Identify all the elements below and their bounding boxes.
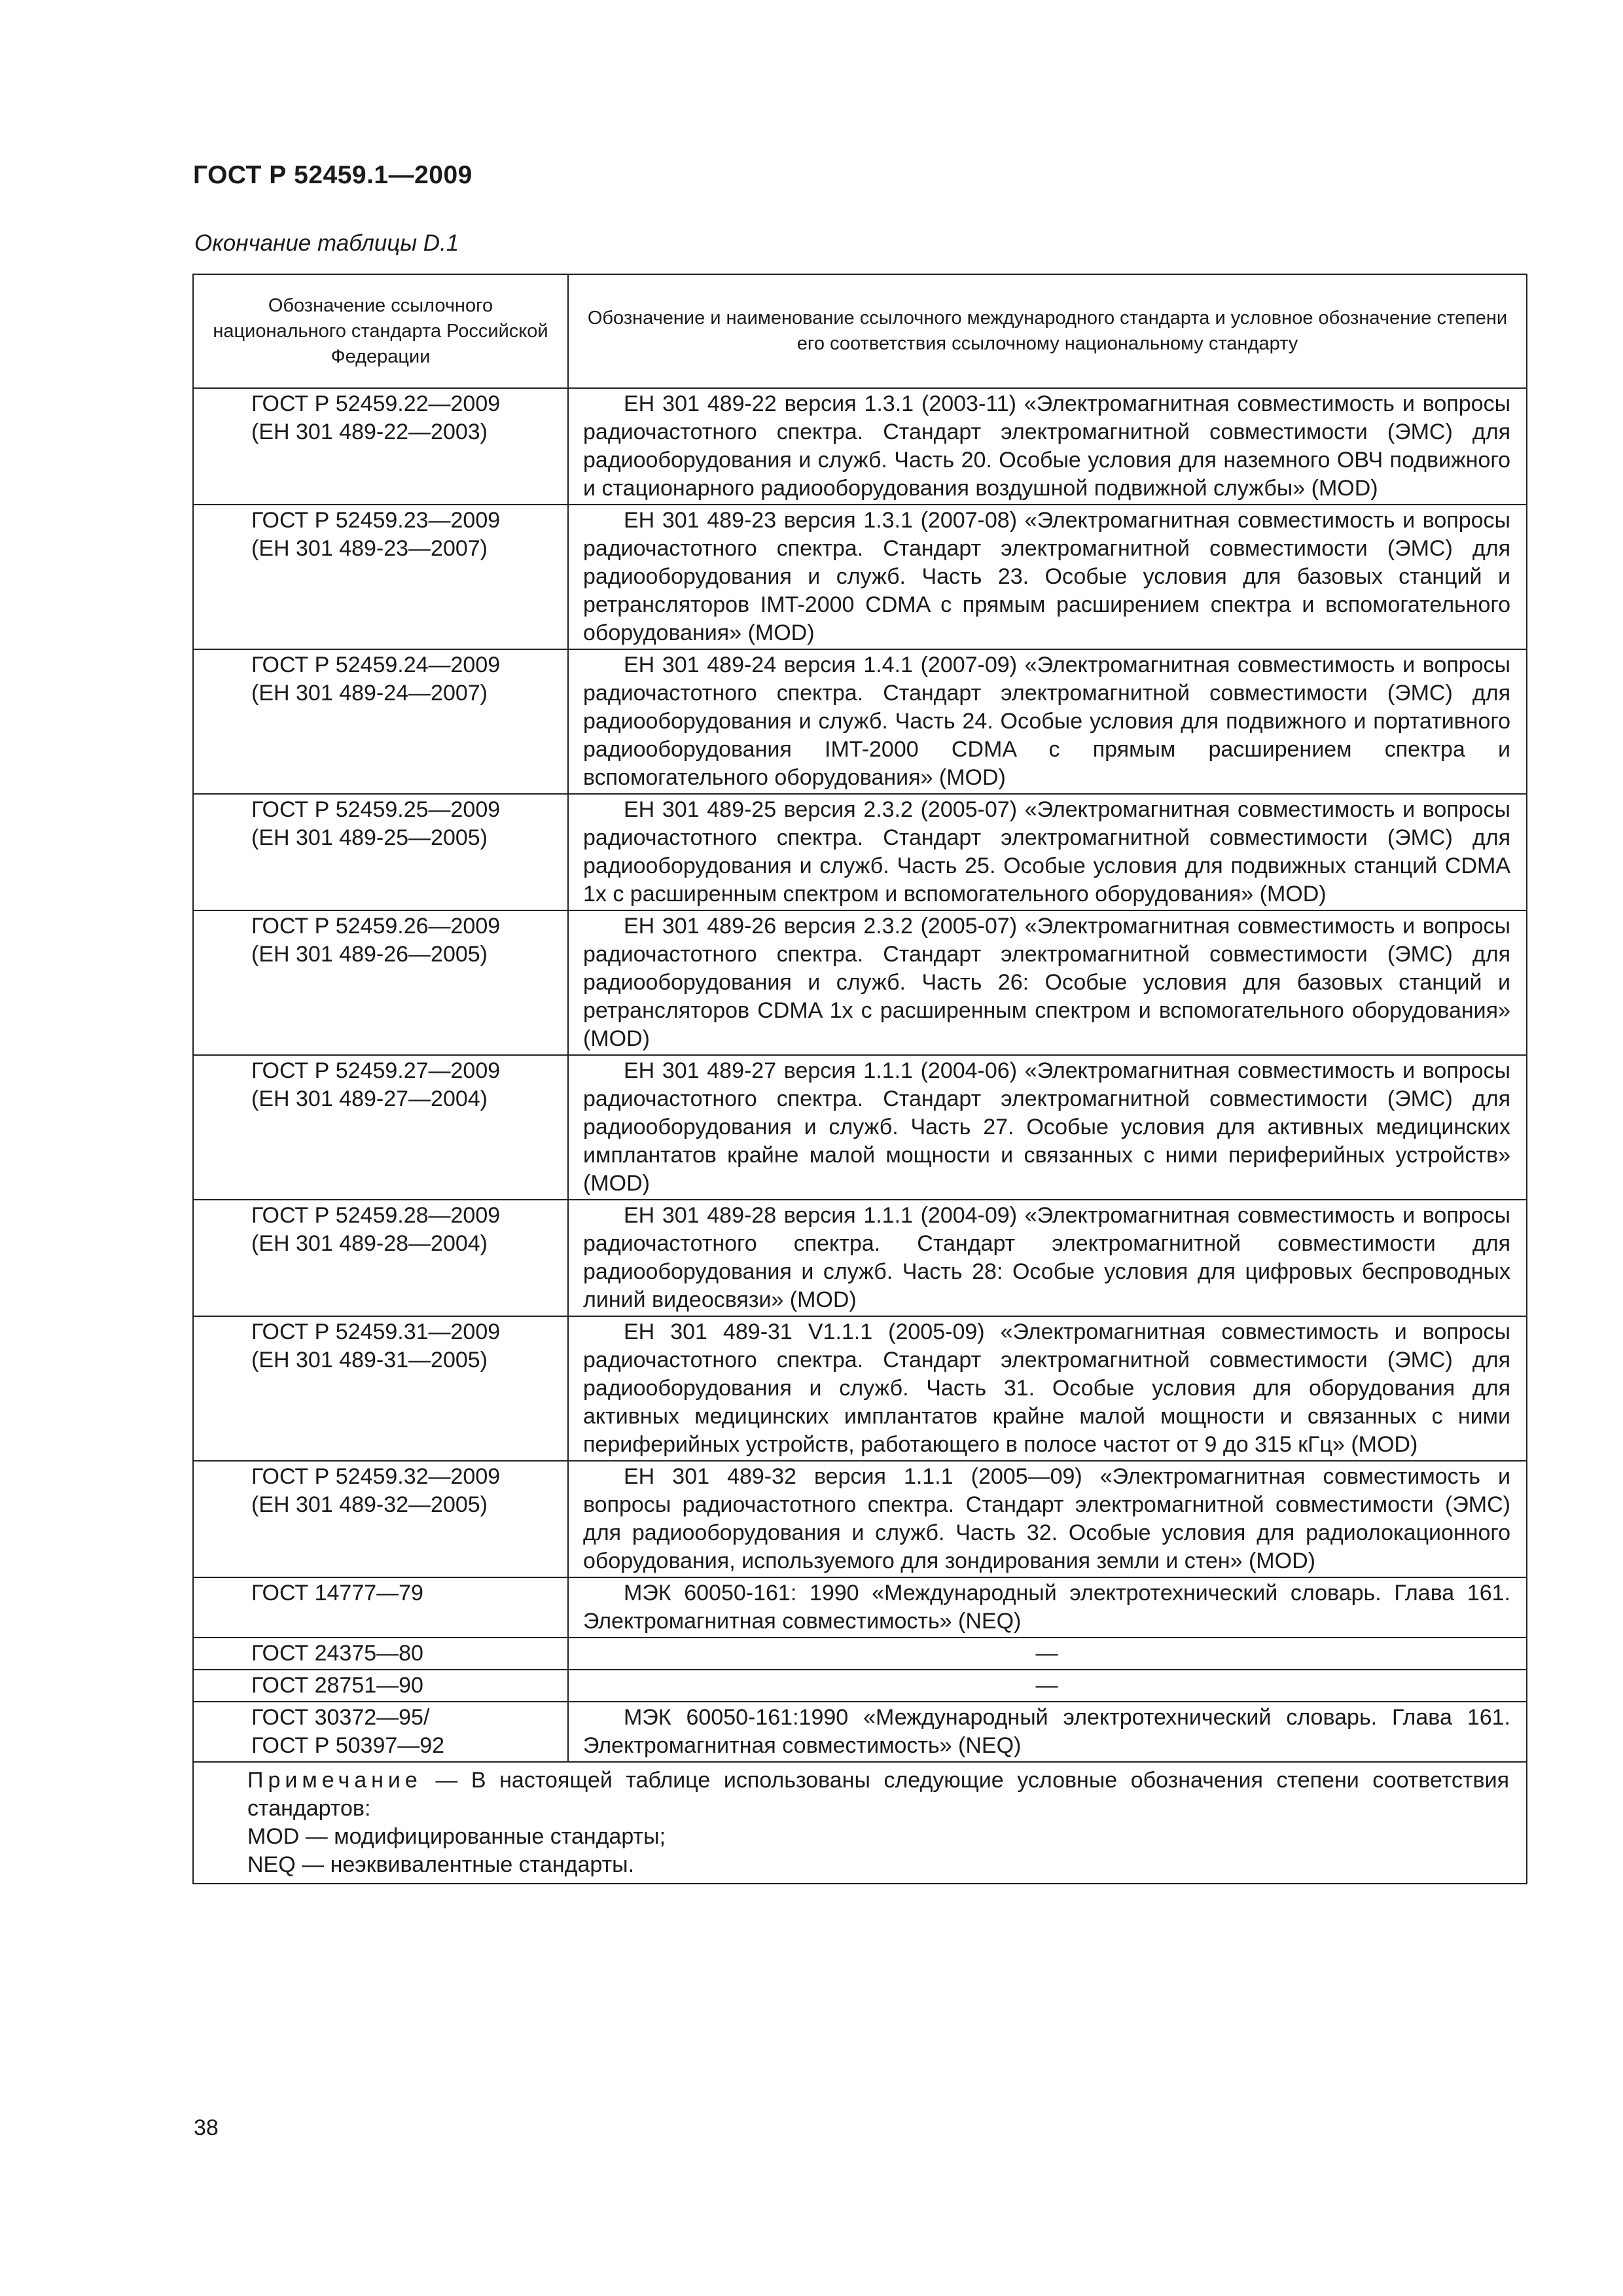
national-standard-cell (193, 1638, 568, 1670)
table-row (193, 1577, 1527, 1638)
table-note (193, 1762, 1527, 1884)
national-standard-code: ГОСТ Р 52459.32—2009 (251, 1464, 501, 1489)
table-row (193, 794, 1527, 910)
table-row (193, 388, 1527, 505)
national-standard-cell (193, 1316, 568, 1461)
table-caption: Окончание таблицы D.1 (194, 230, 459, 256)
table-row (193, 1461, 1527, 1577)
national-standard-equivalent: (ЕН 301 489-25—2005) (251, 825, 488, 850)
international-standard-cell: ЕН 301 489-22 версия 1.3.1 (2003-11) «Электромагнитная совместимость и вопросы радиочастотного спектра. Стандарт электромагнитной совместимости (ЭМС) для радиооборудования и служб. Часть 20. Особые условия для наземного ОВЧ подвижного и стационарного радиооборудования воздушной подвижной службы» (MOD) (568, 388, 1527, 505)
national-standard-code: ГОСТ Р 52459.31—2009 (251, 1319, 501, 1344)
national-standard-cell (193, 794, 568, 910)
note-text: — В настоящей таблице использованы следующие условные обозначения степени соответствия стандартов: (247, 1768, 1509, 1821)
table-row (193, 1055, 1527, 1200)
international-standard-cell: — (568, 1638, 1527, 1670)
table-row (193, 1638, 1527, 1670)
international-standard-cell: ЕН 301 489-23 версия 1.3.1 (2007-08) «Электромагнитная совместимость и вопросы радиочастотного спектра. Стандарт электромагнитной совместимости (ЭМС) для радиооборудования и служб. Часть 23. Особые условия для базовых станций и ретрансляторов IMT-2000 CDMA с прямым расширением спектра и вспомогательного оборудования» (MOD) (568, 505, 1527, 649)
table-row (193, 1316, 1527, 1461)
table-note-row (193, 1762, 1527, 1884)
national-standard-equivalent: ГОСТ Р 50397—92 (251, 1733, 445, 1758)
table-row (193, 505, 1527, 649)
international-standard-cell: ЕН 301 489-25 версия 2.3.2 (2005-07) «Электромагнитная совместимость и вопросы радиочастотного спектра. Стандарт электромагнитной совместимости (ЭМС) для радиооборудования и служб. Часть 25. Особые условия для подвижных станций CDMA 1x с расширенным спектром и вспомогательного оборудования» (MOD) (568, 794, 1527, 910)
national-standard-code: ГОСТ Р 52459.25—2009 (251, 797, 501, 822)
note-mod-line: MOD — модифицированные стандарты; (247, 1824, 666, 1849)
national-standard-code: ГОСТ Р 52459.24—2009 (251, 653, 501, 677)
national-standard-equivalent: (ЕН 301 489-23—2007) (251, 536, 488, 561)
national-standard-cell (193, 1461, 568, 1577)
national-standard-code: ГОСТ Р 52459.26—2009 (251, 914, 501, 939)
national-standard-code: ГОСТ Р 52459.28—2009 (251, 1203, 501, 1228)
table-header-row (193, 274, 1527, 388)
national-standard-cell (193, 1670, 568, 1702)
national-standard-cell (193, 505, 568, 649)
national-standard-code: ГОСТ 30372—95/ (251, 1705, 430, 1730)
national-standard-code: ГОСТ 28751—90 (251, 1673, 423, 1698)
column-header-international: Обозначение и наименование ссылочного международного стандарта и условное обозначение степени его соответствия ссылочному национальному стандарту (568, 274, 1527, 388)
national-standard-equivalent: (ЕН 301 489-24—2007) (251, 681, 488, 706)
national-standard-cell (193, 1702, 568, 1762)
national-standard-equivalent: (ЕН 301 489-31—2005) (251, 1348, 488, 1372)
table-row (193, 910, 1527, 1055)
national-standard-cell (193, 910, 568, 1055)
table-row (193, 1702, 1527, 1762)
national-standard-cell (193, 649, 568, 794)
national-standard-code: ГОСТ 24375—80 (251, 1641, 423, 1666)
international-standard-cell: ЕН 301 489-27 версия 1.1.1 (2004-06) «Электромагнитная совместимость и вопросы радиочастотного спектра. Стандарт электромагнитной совместимости (ЭМС) для радиооборудования и служб. Часть 27. Особые условия для активных медицинских имплантатов крайне малой мощности и связанных с ними периферийных устройств» (MOD) (568, 1055, 1527, 1200)
column-header-national: Обозначение ссылочного национального стандарта Российской Федерации (193, 274, 568, 388)
international-standard-cell: ЕН 301 489-31 V1.1.1 (2005-09) «Электромагнитная совместимость и вопросы радиочастотного спектра. Стандарт электромагнитной совместимости (ЭМС) для радиооборудования и служб. Часть 31. Особые условия для оборудования для активных медицинских имплантатов крайне малой мощности и связанных с ними периферийных устройств, работающего в полосе частот от 9 до 315 кГц» (MOD) (568, 1316, 1527, 1461)
note-neq-line: NEQ — неэквивалентные стандарты. (247, 1852, 635, 1877)
national-standard-code: ГОСТ Р 52459.27—2009 (251, 1058, 501, 1083)
table-row (193, 1200, 1527, 1316)
national-standard-cell (193, 1055, 568, 1200)
national-standard-equivalent: (ЕН 301 489-28—2004) (251, 1231, 488, 1256)
national-standard-equivalent: (ЕН 301 489-32—2005) (251, 1492, 488, 1517)
international-standard-cell: ЕН 301 489-26 версия 2.3.2 (2005-07) «Электромагнитная совместимость и вопросы радиочастотного спектра. Стандарт электромагнитной совместимости (ЭМС) для радиооборудования и служб. Часть 26: Особые условия для базовых станций и ретрансляторов CDMA 1x с расширенным спектром и вспомогательного оборудования» (MOD) (568, 910, 1527, 1055)
national-standard-cell (193, 388, 568, 505)
table-row (193, 1670, 1527, 1702)
international-standard-cell: ЕН 301 489-24 версия 1.4.1 (2007-09) «Электромагнитная совместимость и вопросы радиочастотного спектра. Стандарт электромагнитной совместимости (ЭМС) для радиооборудования и служб. Часть 24. Особые условия для подвижного и портативного радиооборудования IMT-2000 CDMA с прямым расширением спектра и вспомогательного оборудования» (MOD) (568, 649, 1527, 794)
international-standard-cell: МЭК 60050-161: 1990 «Международный электротехнический словарь. Глава 161. Электромагнитная совместимость» (NEQ) (568, 1577, 1527, 1638)
national-standard-code: ГОСТ 14777—79 (251, 1581, 423, 1605)
national-standard-equivalent: (ЕН 301 489-22—2003) (251, 420, 488, 444)
document-code: ГОСТ Р 52459.1—2009 (193, 161, 473, 189)
national-standard-cell (193, 1200, 568, 1316)
national-standard-code: ГОСТ Р 52459.23—2009 (251, 508, 501, 533)
note-label: Примечание (247, 1768, 422, 1793)
international-standard-cell: — (568, 1670, 1527, 1702)
reference-standards-table (192, 274, 1527, 1884)
international-standard-cell: МЭК 60050-161:1990 «Международный электротехнический словарь. Глава 161. Электромагнитная совместимость» (NEQ) (568, 1702, 1527, 1762)
international-standard-cell: ЕН 301 489-28 версия 1.1.1 (2004-09) «Электромагнитная совместимость и вопросы радиочастотного спектра. Стандарт электромагнитной совместимости для радиооборудования и служб. Часть 28: Особые условия для цифровых беспроводных линий видеосвязи» (MOD) (568, 1200, 1527, 1316)
national-standard-equivalent: (ЕН 301 489-26—2005) (251, 942, 488, 967)
international-standard-cell: ЕН 301 489-32 версия 1.1.1 (2005—09) «Электромагнитная совместимость и вопросы радиочастотного спектра. Стандарт электромагнитной совместимости (ЭМС) для радиооборудования и служб. Часть 32. Особые условия для радиолокационного оборудования, используемого для зондирования земли и стен» (MOD) (568, 1461, 1527, 1577)
national-standard-equivalent: (ЕН 301 489-27—2004) (251, 1086, 488, 1111)
national-standard-cell (193, 1577, 568, 1638)
national-standard-code: ГОСТ Р 52459.22—2009 (251, 391, 501, 416)
table-row (193, 649, 1527, 794)
page-number: 38 (194, 2115, 219, 2140)
